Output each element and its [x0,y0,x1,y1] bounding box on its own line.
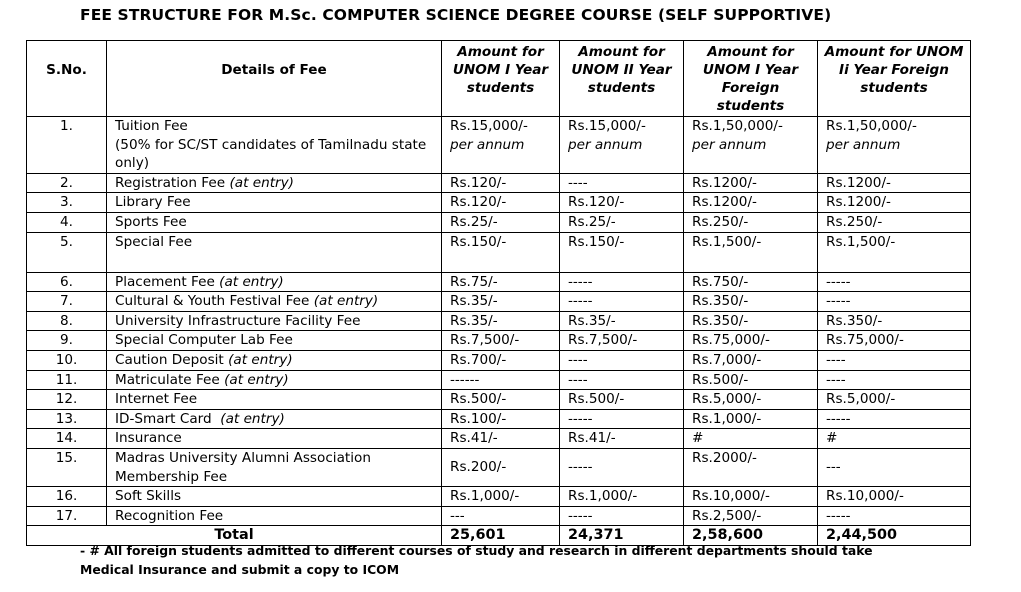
per-annum-label: per annum [568,136,643,153]
row-amount-col2: Rs.120/- [560,193,684,213]
row-fee-name [107,448,442,486]
row-sno: 1. [27,117,107,174]
row-amount-col1: Rs.75/- [442,272,560,292]
table-row [27,390,971,410]
fee-tag: (at entry) [220,410,285,427]
table-row [27,311,971,331]
row-sno: 15. [27,448,107,486]
total-col2: 24,371 [560,526,684,546]
row-amount-col3: Rs.350/- [684,311,818,331]
fee-name: Tuition Fee [115,118,188,134]
amount-value: Rs.15,000/- [450,118,528,134]
row-amount-col1: Rs.7,500/- [442,331,560,351]
row-amount-col3: Rs.75,000/- [684,331,818,351]
per-annum-label: per annum [826,136,901,153]
row-amount-col3: Rs.1,500/- [684,232,818,272]
table-row [27,487,971,507]
footnote-line-1: - # All foreign students admitted to different courses of study and research in different departments should take [80,543,873,558]
table-row [27,409,971,429]
row-fee-name [107,232,442,272]
page-title: FEE STRUCTURE FOR M.Sc. COMPUTER SCIENCE DEGREE COURSE (SELF SUPPORTIVE) [80,6,832,24]
table-row [27,212,971,232]
row-amount-col4: ---- [818,350,971,370]
row-fee-name [107,193,442,213]
row-amount-col2: Rs.7,500/- [560,331,684,351]
row-sno: 16. [27,487,107,507]
table-row [27,429,971,449]
row-amount-col4: Rs.250/- [818,212,971,232]
fee-name-note: (50% for SC/ST candidates of Tamilnadu state only) [115,136,427,172]
fee-name: Matriculate Fee [115,371,220,388]
row-sno: 13. [27,409,107,429]
row-fee-name [107,409,442,429]
row-amount-col2: ---- [560,370,684,390]
table-row [27,232,971,272]
row-sno: 4. [27,212,107,232]
total-col1: 25,601 [442,526,560,546]
fee-name: Soft Skills [115,488,182,505]
row-amount-col1: ------ [442,370,560,390]
header-sno: S.No. [27,41,107,117]
per-annum-label: per annum [450,136,525,153]
fee-tag: (at entry) [224,371,289,388]
fee-tag: (at entry) [229,174,294,191]
fee-name: Madras University Alumni Association Membership Fee [115,449,371,485]
row-sno: 7. [27,292,107,312]
row-amount-col2: Rs.25/- [560,212,684,232]
row-sno: 12. [27,390,107,410]
row-amount-col1: Rs.1,000/- [442,487,560,507]
row-amount-col1: --- [442,506,560,526]
header-details: Details of Fee [107,41,442,117]
row-amount-col2: Rs.35/- [560,311,684,331]
row-sno: 3. [27,193,107,213]
table-row [27,173,971,193]
row-amount-col1: Rs.41/- [442,429,560,449]
row-fee-name [107,331,442,351]
row-amount-col3: Rs.2000/- [684,448,818,486]
row-amount-col3: Rs.10,000/- [684,487,818,507]
row-amount-col2 [560,117,684,174]
row-amount-col4: ----- [818,506,971,526]
amount-value: Rs.1,50,000/- [826,118,917,134]
row-amount-col1: Rs.35/- [442,311,560,331]
row-amount-col1: Rs.500/- [442,390,560,410]
row-amount-col1: Rs.700/- [442,350,560,370]
row-sno: 11. [27,370,107,390]
row-amount-col1 [442,117,560,174]
table-row [27,331,971,351]
row-amount-col3: Rs.1,000/- [684,409,818,429]
row-amount-col3 [684,117,818,174]
row-amount-col2: ----- [560,409,684,429]
row-amount-col4: Rs.350/- [818,311,971,331]
fee-name: University Infrastructure Facility Fee [115,312,361,329]
fee-name: Registration Fee [115,174,226,191]
row-amount-col4: ----- [818,292,971,312]
row-amount-col4: ----- [818,409,971,429]
fee-name: Special Computer Lab Fee [115,332,293,349]
row-amount-col4: Rs.1,500/- [818,232,971,272]
header-unom-1-year: Amount for UNOM I Year students [442,41,560,117]
table-row [27,272,971,292]
row-amount-col2: Rs.150/- [560,232,684,272]
row-amount-col2: Rs.1,000/- [560,487,684,507]
row-fee-name [107,429,442,449]
row-fee-name [107,212,442,232]
row-amount-col2: Rs.500/- [560,390,684,410]
fee-name: Recognition Fee [115,507,224,524]
row-sno: 14. [27,429,107,449]
row-amount-col4: Rs.1200/- [818,173,971,193]
row-fee-name [107,173,442,193]
row-amount-col3: Rs.500/- [684,370,818,390]
total-col4: 2,44,500 [818,526,971,546]
fee-name: ID-Smart Card [115,410,212,427]
amount-value: Rs.1,50,000/- [692,118,783,134]
row-amount-col2: ---- [560,173,684,193]
row-sno: 6. [27,272,107,292]
row-amount-col1: Rs.120/- [442,173,560,193]
row-fee-name [107,506,442,526]
row-fee-name [107,311,442,331]
row-amount-col2: ----- [560,448,684,486]
fee-table [26,40,971,546]
row-amount-col2: ----- [560,506,684,526]
row-amount-col3: Rs.2,500/- [684,506,818,526]
row-amount-col3: Rs.750/- [684,272,818,292]
row-sno: 5. [27,232,107,272]
footnote [80,542,873,579]
row-sno: 10. [27,350,107,370]
footnote-line-2: Medical Insurance and submit a copy to ICOM [80,561,400,577]
fee-tag: (at entry) [219,273,284,290]
row-fee-name [107,390,442,410]
row-amount-col4: Rs.10,000/- [818,487,971,507]
header-unom-2-year: Amount for UNOM II Year students [560,41,684,117]
table-header-row [27,41,971,117]
table-row [27,193,971,213]
row-fee-name [107,350,442,370]
fee-name: Placement Fee [115,273,215,290]
fee-name: Internet Fee [115,391,198,408]
fee-name: Cultural & Youth Festival Fee [115,293,310,310]
fee-name: Library Fee [115,194,191,211]
row-amount-col1: Rs.100/- [442,409,560,429]
header-unom-1-year-foreign: Amount for UNOM I Year Foreign students [684,41,818,117]
row-amount-col4: Rs.5,000/- [818,390,971,410]
row-amount-col4: # [818,429,971,449]
row-amount-col2: ----- [560,272,684,292]
row-amount-col4 [818,117,971,174]
row-fee-name [107,370,442,390]
amount-value: Rs.15,000/- [568,118,646,134]
row-sno: 8. [27,311,107,331]
row-sno: 2. [27,173,107,193]
row-fee-name [107,487,442,507]
row-amount-col2: Rs.41/- [560,429,684,449]
table-row [27,117,971,174]
per-annum-label: per annum [692,136,767,153]
fee-name: Caution Deposit [115,351,224,368]
table-row [27,506,971,526]
fee-tag: (at entry) [228,351,293,368]
row-amount-col3: Rs.350/- [684,292,818,312]
row-amount-col4: --- [818,448,971,486]
row-amount-col4: Rs.75,000/- [818,331,971,351]
row-amount-col3: Rs.1200/- [684,193,818,213]
row-sno: 9. [27,331,107,351]
row-sno: 17. [27,506,107,526]
row-fee-name [107,117,442,174]
table-row [27,448,971,486]
row-fee-name [107,292,442,312]
table-row [27,370,971,390]
row-fee-name [107,272,442,292]
row-amount-col3: Rs.1200/- [684,173,818,193]
fee-tag: (at entry) [313,293,379,310]
row-amount-col2: ---- [560,350,684,370]
total-label: Total [27,526,442,546]
row-amount-col3: Rs.7,000/- [684,350,818,370]
fee-name: Special Fee [115,233,193,250]
row-amount-col1: Rs.25/- [442,212,560,232]
row-amount-col1: Rs.200/- [442,448,560,486]
fee-name: Sports Fee [115,213,187,230]
table-row [27,292,971,312]
header-unom-2-year-foreign: Amount for UNOM Ii Year Foreign students [818,41,971,117]
table-row [27,350,971,370]
row-amount-col4: ---- [818,370,971,390]
row-amount-col4: ----- [818,272,971,292]
row-amount-col2: ----- [560,292,684,312]
row-amount-col3: Rs.250/- [684,212,818,232]
row-amount-col4: Rs.1200/- [818,193,971,213]
fee-name: Insurance [115,430,182,447]
row-amount-col3: # [684,429,818,449]
total-col3: 2,58,600 [684,526,818,546]
row-amount-col1: Rs.150/- [442,232,560,272]
row-amount-col1: Rs.120/- [442,193,560,213]
row-amount-col1: Rs.35/- [442,292,560,312]
row-amount-col3: Rs.5,000/- [684,390,818,410]
